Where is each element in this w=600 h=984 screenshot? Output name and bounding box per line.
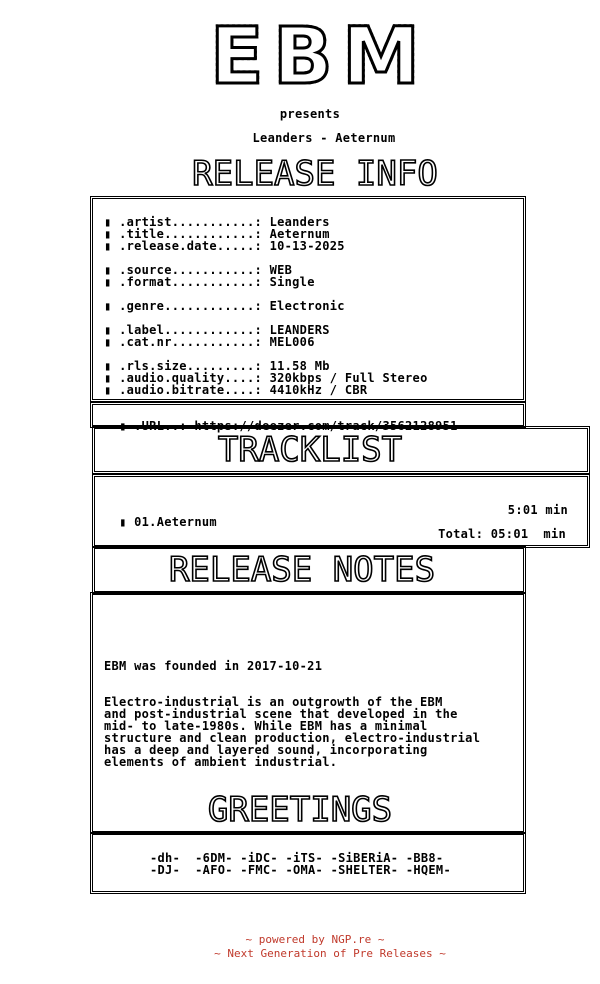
greetings-heading: GREETINGS bbox=[207, 790, 393, 830]
track-name: 01.Aeternum bbox=[134, 515, 217, 529]
founded-text: EBM was founded in 2017-10-21 bbox=[104, 659, 323, 673]
ebm-logo bbox=[160, 12, 470, 102]
url-link[interactable]: https://deezer.com/track/3562128951 bbox=[194, 419, 458, 433]
logo-letter-m: M bbox=[342, 12, 420, 102]
info-value: 4410kHz / CBR bbox=[269, 383, 368, 397]
logo-letter-b: B bbox=[273, 12, 333, 102]
info-key: .rls.size......... bbox=[119, 359, 255, 373]
bullet-icon: ▮ bbox=[104, 371, 112, 385]
bullet-icon: ▮ bbox=[119, 515, 127, 529]
info-value: Single bbox=[269, 275, 315, 289]
bullet-icon: ▮ bbox=[104, 383, 112, 397]
bullet-icon: ▮ bbox=[104, 263, 112, 277]
genre-description: Electro-industrial is an outgrowth of the EBM and post-industrial scene that developed in the mid- to late-1980s. While EBM has a minimal structure and clean production, electro-industrial has a deep and layered sound, incorporating elements of ambient industrial. bbox=[104, 695, 481, 769]
bullet-icon: ▮ bbox=[104, 275, 112, 289]
info-row-genre: ▮ .genre............: Electronic bbox=[104, 299, 345, 313]
info-row-rls-size: ▮ .rls.size.........: 11.58 Mb bbox=[104, 359, 330, 373]
bullet-icon: ▮ bbox=[104, 215, 112, 229]
info-key: .cat.nr........... bbox=[119, 335, 255, 349]
release-notes-heading: RELEASE NOTES bbox=[168, 550, 436, 590]
tracklist-heading: TRACKLIST bbox=[217, 430, 403, 470]
release-line: Leanders - Aeternum bbox=[252, 131, 396, 145]
info-key: .label............ bbox=[119, 323, 255, 337]
info-row-artist: ▮ .artist...........: Leanders bbox=[104, 215, 330, 229]
release-info-heading: RELEASE INFO bbox=[192, 154, 438, 194]
greetings-line-2: -DJ- -AFO- -FMC- -OMA- -SHELTER- -HQEM- bbox=[150, 863, 451, 877]
info-row-format: ▮ .format...........: Single bbox=[104, 275, 315, 289]
info-row-title: ▮ .title............: Aeternum bbox=[104, 227, 330, 241]
release-info-list bbox=[104, 216, 428, 396]
info-key: .artist........... bbox=[119, 215, 255, 229]
tracklist-total: Total: 05:01 min bbox=[438, 527, 566, 541]
bullet-icon: ▮ bbox=[119, 419, 127, 433]
info-row-cat-nr: ▮ .cat.nr...........: MEL006 bbox=[104, 335, 315, 349]
info-row-label: ▮ .label............: LEANDERS bbox=[104, 323, 330, 337]
url-key: .URL.. bbox=[134, 419, 180, 433]
info-value: 320kbps / Full Stereo bbox=[269, 371, 428, 385]
info-value: 10-13-2025 bbox=[269, 239, 345, 253]
info-row-source: ▮ .source...........: WEB bbox=[104, 263, 293, 277]
bullet-icon: ▮ bbox=[104, 323, 112, 337]
info-value: Leanders bbox=[269, 215, 330, 229]
info-key: .source........... bbox=[119, 263, 255, 277]
logo-letter-e: E bbox=[210, 12, 264, 102]
bullet-icon: ▮ bbox=[104, 299, 112, 313]
info-value: Electronic bbox=[269, 299, 345, 313]
presents-text: presents bbox=[279, 107, 341, 121]
info-row-audio-quality: ▮ .audio.quality....: 320kbps / Full Stereo bbox=[104, 371, 428, 385]
footer-powered-by: ~ powered by NGP.re ~ bbox=[245, 933, 385, 946]
bullet-icon: ▮ bbox=[104, 239, 112, 253]
track-duration: 5:01 min bbox=[507, 503, 568, 517]
bullet-icon: ▮ bbox=[104, 227, 112, 241]
bullet-icon: ▮ bbox=[104, 335, 112, 349]
info-key: .genre............ bbox=[119, 299, 255, 313]
info-key: .audio.bitrate.... bbox=[119, 383, 255, 397]
info-key: .audio.quality.... bbox=[119, 371, 255, 385]
bullet-icon: ▮ bbox=[104, 359, 112, 373]
info-row-audio-bitrate: ▮ .audio.bitrate....: 4410kHz / CBR bbox=[104, 383, 368, 397]
footer-tagline: ~ Next Generation of Pre Releases ~ bbox=[214, 947, 446, 960]
info-key: .format........... bbox=[119, 275, 255, 289]
info-value: WEB bbox=[269, 263, 293, 277]
info-value: MEL006 bbox=[269, 335, 315, 349]
greetings-line-1: -dh- -6DM- -iDC- -iTS- -SiBERiA- -BB8- bbox=[150, 851, 444, 865]
url-row: ▮ .URL..: https://deezer.com/track/3562128951 bbox=[119, 419, 458, 433]
info-value: Aeternum bbox=[269, 227, 330, 241]
info-value: LEANDERS bbox=[269, 323, 330, 337]
info-key: .release.date..... bbox=[119, 239, 255, 253]
info-key: .title............ bbox=[119, 227, 255, 241]
info-value: 11.58 Mb bbox=[269, 359, 330, 373]
info-row-release-date: ▮ .release.date.....: 10-13-2025 bbox=[104, 239, 345, 253]
